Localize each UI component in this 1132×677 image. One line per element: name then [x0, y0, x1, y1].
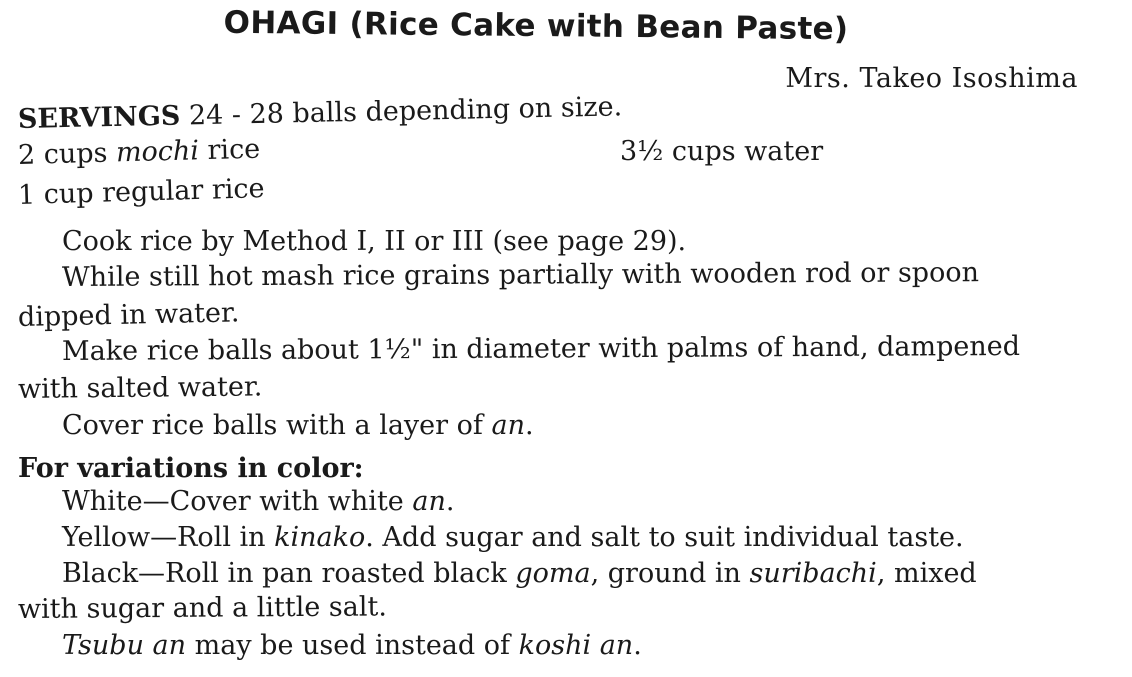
variation-white [62, 486, 454, 517]
variation-black-term-goma: goma [515, 558, 591, 589]
variation-yellow-text: Yellow—Roll in [62, 522, 266, 553]
tsubu-note [62, 630, 642, 661]
variation-yellow-end: . Add sugar and salt to suit individual taste. [365, 522, 964, 553]
tsubu-end: . [633, 630, 642, 661]
ingredient-regular-rice: 1 cup regular rice [17, 173, 265, 211]
step-1: Cook rice by Method I, II or III (see page 29). [62, 226, 687, 257]
variation-yellow-term: kinako [274, 522, 366, 553]
step-4-text: Cover rice balls with a layer of [62, 410, 483, 441]
step-2-line-2: dipped in water. [17, 297, 240, 333]
variation-white-end: . [445, 486, 455, 517]
step-4-term: an [491, 410, 525, 441]
servings-text: 24 - 28 balls depending on size. [188, 91, 623, 132]
variation-black-mid: , ground in [590, 558, 741, 589]
step-4-end: . [525, 410, 534, 441]
variation-yellow [62, 522, 964, 553]
step-4 [62, 410, 534, 441]
variations-heading: For variations in color: [18, 453, 364, 484]
variation-black [62, 558, 977, 589]
variation-black-continued: with sugar and a little salt. [17, 591, 388, 625]
ingredient-mochi-rice [18, 134, 261, 171]
ingredient-qty: 2 cups [17, 137, 108, 171]
recipe-title: OHAGI (Rice Cake with Bean Paste) [223, 4, 849, 48]
step-2-line-1: While still hot mash rice grains partially with wooden rod or spoon [61, 257, 980, 293]
variation-black-end: , mixed [876, 558, 977, 589]
ingredient-rest: rice [207, 133, 261, 167]
recipe-author: Mrs. Takeo Isoshima [785, 63, 1078, 94]
koshi-term: koshi an [518, 630, 634, 661]
servings-label: SERVINGS [17, 100, 181, 135]
step-3-line-2: with salted water. [17, 371, 263, 405]
tsubu-term: Tsubu an [62, 630, 187, 661]
variation-black-term-suribachi: suribachi [749, 558, 877, 589]
servings-line [18, 91, 623, 135]
variation-white-text: White—Cover with white [62, 486, 404, 517]
step-3-line-1: Make rice balls about 1½" in diameter with palms of hand, dampened [61, 330, 1021, 367]
variation-black-text: Black—Roll in pan roasted black [62, 558, 507, 589]
tsubu-text: may be used instead of [194, 630, 511, 661]
variation-white-term: an [412, 486, 446, 517]
ingredient-water: 3½ cups water [620, 136, 824, 167]
ingredient-term: mochi [115, 135, 200, 169]
